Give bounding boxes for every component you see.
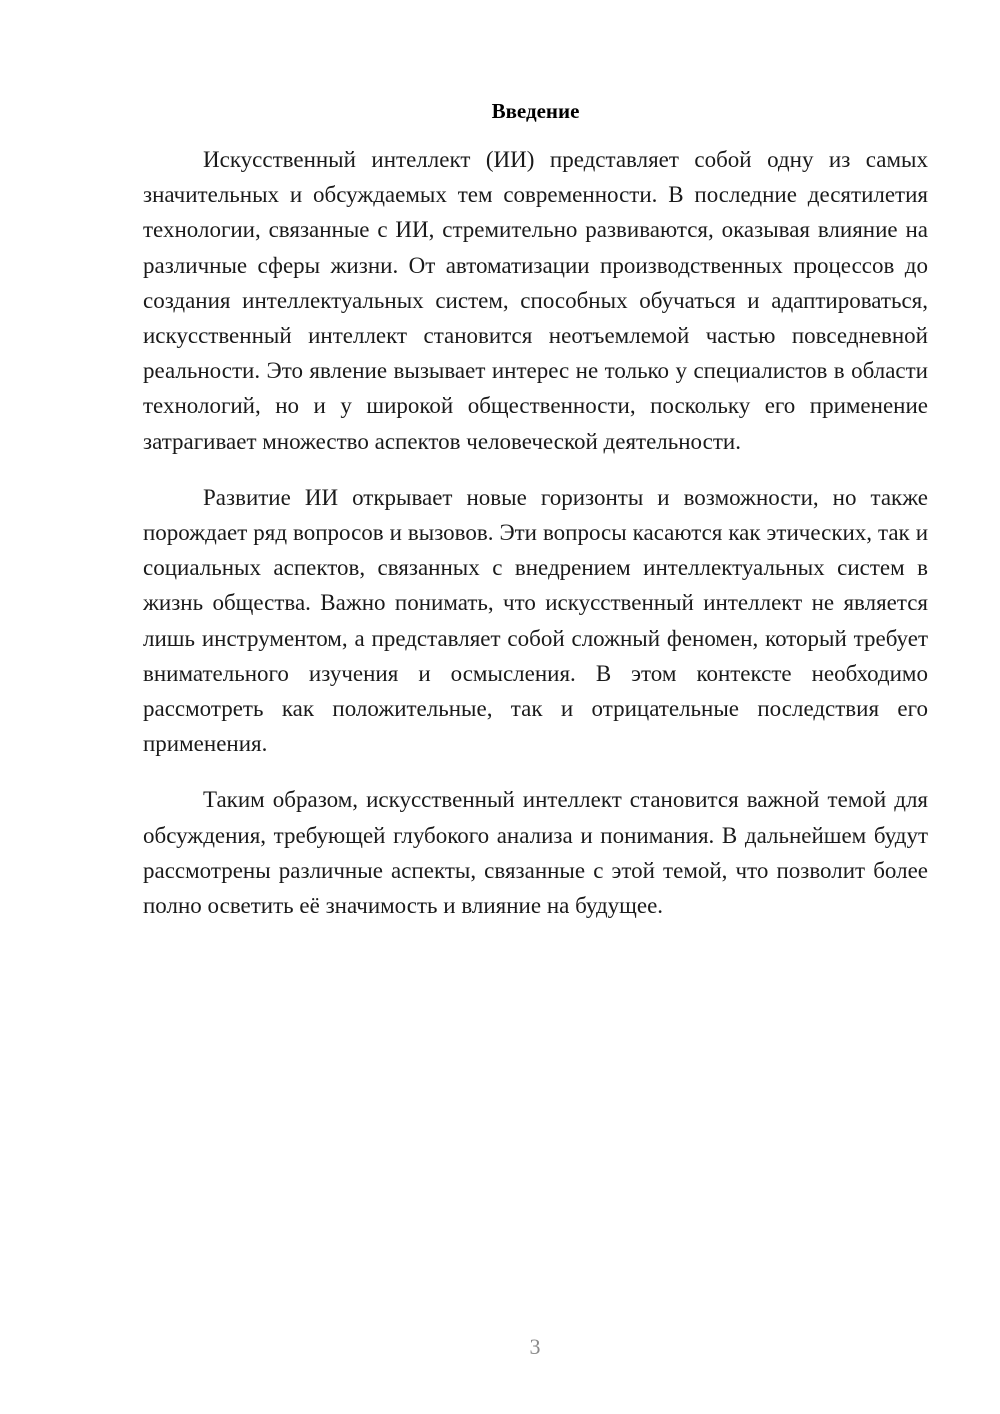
section-title: Введение xyxy=(491,99,580,123)
document-body xyxy=(143,96,928,944)
paragraph-2: Развитие ИИ открывает новые горизонты и возможности, но также порождает ряд вопросов и вызовов. Эти вопросы касаются как этических, так и социальных аспектов, связанных с внедрением интеллектуальных систем в жизнь общества. Важно понимать, что искусственный интеллект не является лишь инструментом, а представляет собой сложный феномен, который требует внимательного изучения и осмысления. В этом контексте необходимо рассмотреть как положительные, так и отрицательные последствия его применения. xyxy=(143,484,928,757)
page-number: 3 xyxy=(529,1334,541,1359)
paragraph-3: Таким образом, искусственный интеллект становится важной темой для обсуждения, требующей глубокого анализа и понимания. В дальнейшем будут рассмотрены различные аспекты, связанные с этой темой, что позволит более полно осветить её значимость и влияние на будущее. xyxy=(143,787,928,919)
paragraph-1: Искусственный интеллект (ИИ) представляет собой одну из самых значительных и обсуждаемых тем современности. В последние десятилетия технологии, связанные с ИИ, стремительно развиваются, оказывая влияние на различные сферы жизни. От автоматизации производственных процессов до создания интеллектуальных систем, способных обучаться и адаптироваться, искусственный интеллект становится неотъемлемой частью повседневной реальности. Это явление вызывает интерес не только у специалистов в области технологий, но и у широкой общественности, поскольку его применение затрагивает множество аспектов человеческой деятельности. xyxy=(143,147,928,454)
